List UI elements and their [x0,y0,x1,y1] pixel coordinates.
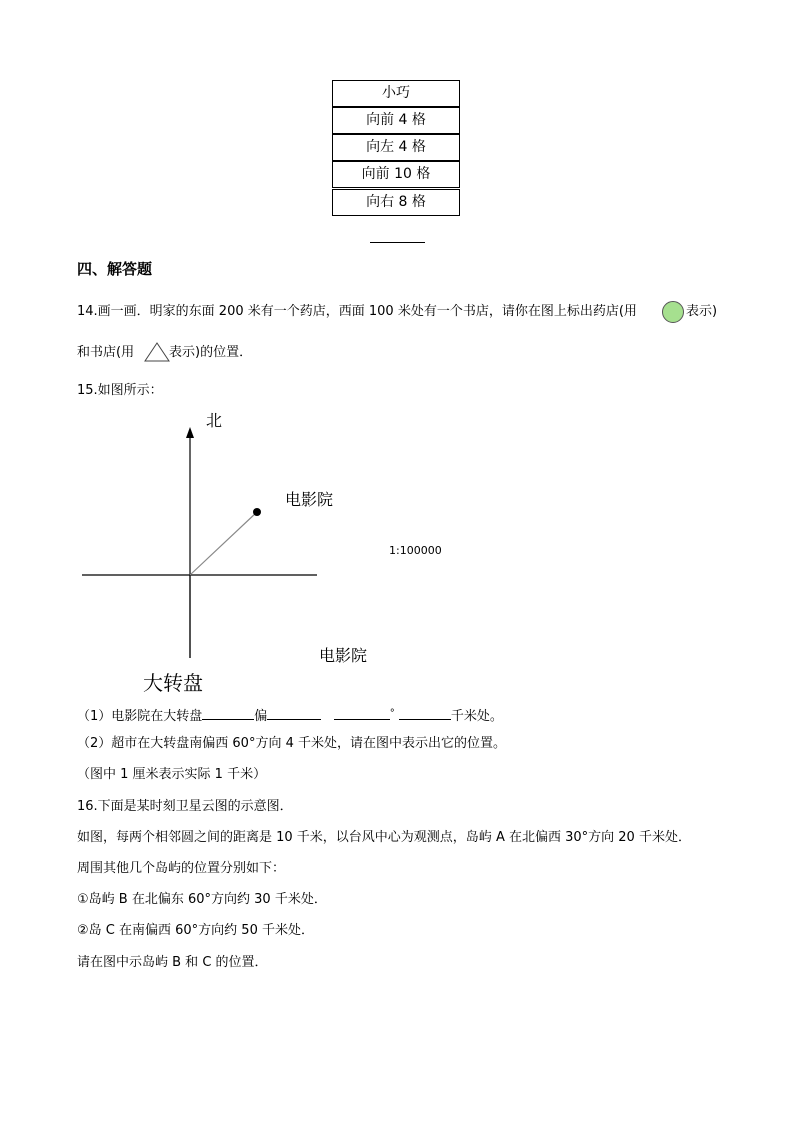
degree-symbol: ° [389,708,395,719]
q16-line3: 请在图中示岛屿 B 和 C 的位置． [77,955,268,970]
q16-title: 16.下面是某时刻卫星云图的示意图． [77,799,293,814]
q16-item2: ②岛 C 在南偏西 60°方向约 50 千米处． [77,923,314,938]
cinema-label-lower: 电影院 [319,646,368,665]
q16-line2: 周围其他几个岛屿的位置分别如下： [77,861,286,876]
answer-line [370,242,425,243]
blank-distance[interactable] [399,705,451,720]
q16-line1: 如图，每两个相邻圆之间的距离是 10 千米，以台风中心为观测点，岛屿 A 在北偏西 30°方向 20 千米处． [77,830,691,845]
table-cell-3: 向左 4 格 [332,134,460,161]
q15-note: （图中 1 厘米表示实际 1 千米） [77,767,267,782]
q15-part2: （2）超市在大转盘南偏西 60°方向 4 千米处，请在图中表示出它的位置。 [77,736,506,751]
triangle-icon [144,342,170,362]
north-label: 北 [206,411,223,430]
q14-line2-before: 和书店(用 [77,345,135,360]
q14-line1-after: 表示) [686,304,718,319]
q15-part1-suffix: 千米处。 [450,709,503,724]
blank-degree[interactable] [334,705,390,720]
q14-line2-after: 表示)的位置． [169,345,253,360]
q15-intro: 15.如图所示： [77,383,163,398]
q14-line1-text: 14.画一画．明家的东面 200 米有一个药店，西面 100 米处有一个书店，请你在图上标出药店(用 [77,304,637,319]
origin-label: 大转盘 [143,671,203,695]
q15-part1-prefix: （1）电影院在大转盘 [77,709,203,724]
table-cell-2: 向前 4 格 [332,107,460,134]
blank-direction-1[interactable] [202,705,254,720]
q15-part1 [77,705,503,726]
q15-part1-mid: 偏 [254,709,268,724]
table-cell-5: 向右 8 格 [332,189,460,216]
cinema-point [253,508,261,516]
q16-item1: ①岛屿 B 在北偏东 60°方向约 30 千米处． [77,892,327,907]
scale-label: 1:100000 [389,544,442,557]
q14-line1 [77,303,637,321]
blank-direction-2[interactable] [267,705,321,720]
green-circle-icon [662,301,684,323]
north-arrow-icon [186,427,194,438]
cinema-label: 电影院 [285,490,334,509]
table-cell-4: 向前 10 格 [332,161,460,188]
cinema-ray [190,512,257,575]
section-title: 四、解答题 [77,260,153,278]
table-cell-1: 小巧 [332,80,460,107]
